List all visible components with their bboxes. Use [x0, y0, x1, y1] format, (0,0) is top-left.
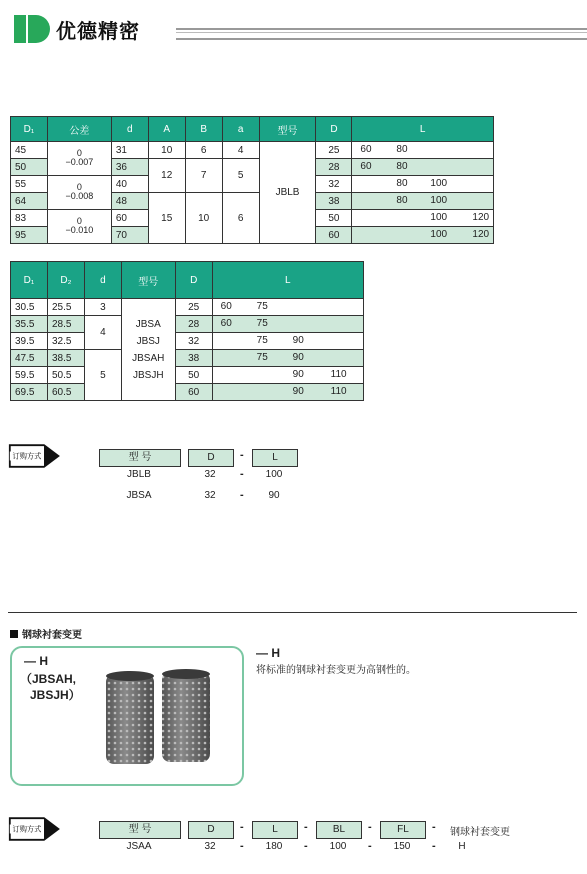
- model-jblb: JBLB: [259, 142, 316, 244]
- svg-text:订购方式: 订购方式: [12, 824, 42, 834]
- order-suffix: 钢球衬套变更: [450, 827, 510, 838]
- table-header-row: [11, 117, 494, 142]
- header-rule: [176, 28, 587, 40]
- order-box-d: D: [188, 449, 234, 467]
- order-box-l: L: [252, 449, 298, 467]
- col-d1: D₁: [11, 117, 48, 142]
- col-D: D: [316, 117, 352, 142]
- jd-logo: [14, 15, 50, 43]
- square-bullet-icon: [10, 630, 18, 638]
- brand-header: [14, 12, 140, 46]
- col-b: B: [185, 117, 222, 142]
- table-row: 55 0 −0.008 40 32 80 100: [11, 176, 494, 193]
- table-row: 64 48 15 10 6 38 80 100: [11, 193, 494, 210]
- table-row: 39.5 32.5 32 75 90: [11, 333, 364, 350]
- right-desc: 将标准的钢球衬套变更为高钢性的。: [256, 665, 416, 676]
- col-model: 型号: [259, 117, 316, 142]
- box-models-2: JBSJH）: [30, 688, 81, 702]
- table-row: 45 0 −0.007 31 10 6 4 JBLB 25 60 80: [11, 142, 494, 159]
- order-method-label: 订购方式: [12, 451, 42, 461]
- col-a-upper: A: [148, 117, 185, 142]
- dash: -: [240, 449, 244, 461]
- table-row: 30.5 25.5 3 JBSA JBSJ JBSAH JBSJH 25 60 75: [11, 299, 364, 316]
- col-d: d: [111, 117, 148, 142]
- section-title: 钢球衬套变更: [10, 626, 82, 641]
- brand-name: 优德精密: [56, 20, 140, 43]
- box-models: （JBSAH,: [20, 672, 77, 686]
- table-row: 35.5 28.5 4 28 60 75: [11, 316, 364, 333]
- table-row: 95 70 60 100 120: [11, 227, 494, 244]
- table-row: 69.5 60.5 60 90 110: [11, 384, 364, 401]
- spec-table-jblb: [10, 116, 494, 244]
- col-a: a: [222, 117, 259, 142]
- bushing-image-box: [10, 646, 244, 786]
- table-row: 59.5 50.5 50 90 110: [11, 367, 364, 384]
- table-row: 83 0 −0.010 60 50 100 120: [11, 210, 494, 227]
- spec-table-jbsa: [10, 261, 364, 401]
- ball-bushing-icon: [100, 668, 220, 768]
- box-title: — H: [24, 654, 48, 668]
- col-tolerance: 公差: [47, 117, 111, 142]
- right-title: — H: [256, 646, 280, 660]
- order-box-model: 型 号: [99, 449, 181, 467]
- order-method-badge-icon: [8, 442, 62, 470]
- section-divider: [8, 612, 577, 613]
- table-row: 47.5 38.5 5 38 75 90: [11, 350, 364, 367]
- order-method-badge-icon: [8, 815, 62, 843]
- col-L: L: [352, 117, 494, 142]
- table-row: 50 36 12 7 5 28 60 80: [11, 159, 494, 176]
- model-list: JBSA JBSJ JBSAH JBSJH: [121, 299, 175, 401]
- table-header-row: D₁ D₂ d 型号 D L: [11, 262, 364, 299]
